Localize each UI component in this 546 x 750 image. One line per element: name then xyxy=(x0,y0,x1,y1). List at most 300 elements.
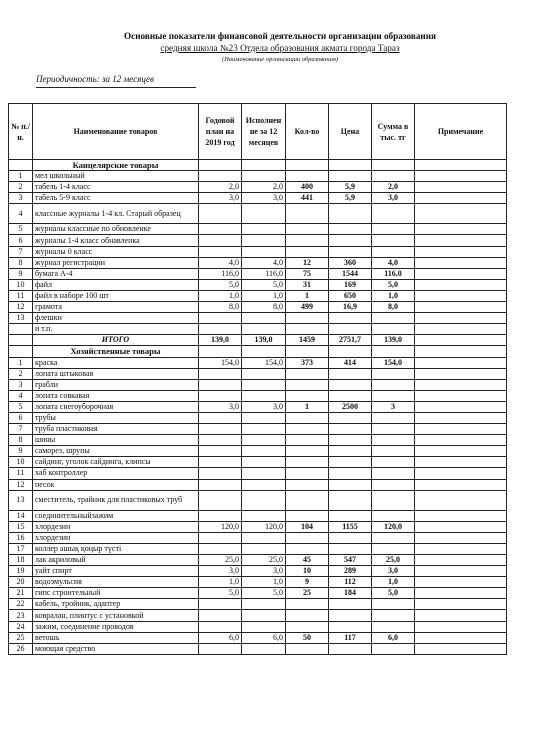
note-value xyxy=(415,643,507,654)
done-value xyxy=(242,457,286,468)
qty-value: 12 xyxy=(286,257,329,268)
item-name: краска xyxy=(33,357,199,368)
note-value xyxy=(415,621,507,632)
price-value: 547 xyxy=(329,555,372,566)
qty-value xyxy=(286,610,329,621)
row-number: 14 xyxy=(9,510,33,521)
row-number: 24 xyxy=(9,621,33,632)
price-value: 289 xyxy=(329,566,372,577)
price-value: 650 xyxy=(329,290,372,301)
item-name: журналы 1-4 класс обнавленка xyxy=(33,235,199,246)
organization-name: средняя школа №23 Отдела образования акмата города Тараз xyxy=(160,43,400,53)
row-number: 11 xyxy=(9,290,33,301)
price-value: 16,9 xyxy=(329,302,372,313)
qty-value: 75 xyxy=(286,268,329,279)
plan-value xyxy=(199,246,242,257)
row-number: 3 xyxy=(9,193,33,204)
plan-value: 4,0 xyxy=(199,257,242,268)
section-empty-cell xyxy=(329,160,372,171)
qty-value xyxy=(286,457,329,468)
price-value: 2500 xyxy=(329,401,372,412)
qty-value xyxy=(286,643,329,654)
total-sum: 139,0 xyxy=(372,335,415,346)
done-value xyxy=(242,390,286,401)
organization-caption: (Наименование организации образования) xyxy=(221,56,339,63)
note-value xyxy=(415,302,507,313)
table-row xyxy=(9,610,507,621)
row-number: 8 xyxy=(9,435,33,446)
table-row xyxy=(9,290,507,301)
row-number: 21 xyxy=(9,588,33,599)
sum-value xyxy=(372,643,415,654)
row-number: 15 xyxy=(9,521,33,532)
sum-value: 120,0 xyxy=(372,521,415,532)
item-name: хлордезин xyxy=(33,521,199,532)
price-value xyxy=(329,313,372,324)
sum-value xyxy=(372,532,415,543)
table-row xyxy=(9,390,507,401)
done-value: 6,0 xyxy=(242,632,286,643)
price-value xyxy=(329,424,372,435)
plan-value xyxy=(199,621,242,632)
table-row xyxy=(9,401,507,412)
note-value xyxy=(415,268,507,279)
col-header-plan: Годовой план на 2019 год xyxy=(199,104,242,160)
row-number: 4 xyxy=(9,204,33,224)
price-value: 112 xyxy=(329,577,372,588)
table-row xyxy=(9,479,507,490)
price-value xyxy=(329,446,372,457)
note-value xyxy=(415,224,507,235)
col-header-num: № п./н. xyxy=(9,104,33,160)
sum-value xyxy=(372,390,415,401)
plan-value xyxy=(199,643,242,654)
price-value: 1544 xyxy=(329,268,372,279)
row-number: 8 xyxy=(9,257,33,268)
table-row xyxy=(9,412,507,423)
price-value xyxy=(329,379,372,390)
plan-value: 1,0 xyxy=(199,290,242,301)
sum-value xyxy=(372,446,415,457)
sum-value: 154,0 xyxy=(372,357,415,368)
done-value xyxy=(242,543,286,554)
plan-value xyxy=(199,510,242,521)
sum-value xyxy=(372,224,415,235)
price-value xyxy=(329,204,372,224)
item-name: лопата снегоуборочная xyxy=(33,401,199,412)
section-empty-cell xyxy=(329,346,372,357)
plan-value xyxy=(199,599,242,610)
plan-value xyxy=(199,532,242,543)
row-number: 19 xyxy=(9,566,33,577)
done-value xyxy=(242,621,286,632)
note-value xyxy=(415,257,507,268)
plan-value xyxy=(199,324,242,335)
item-name: шины xyxy=(33,435,199,446)
done-value: 3,0 xyxy=(242,566,286,577)
table-row xyxy=(9,313,507,324)
note-value xyxy=(415,446,507,457)
row-number: 26 xyxy=(9,643,33,654)
note-value xyxy=(415,566,507,577)
qty-value xyxy=(286,468,329,479)
note-value xyxy=(415,357,507,368)
qty-value xyxy=(286,446,329,457)
note-value xyxy=(415,521,507,532)
price-value: 169 xyxy=(329,279,372,290)
note-value xyxy=(415,532,507,543)
table-header-row xyxy=(9,104,507,160)
done-value: 3,0 xyxy=(242,193,286,204)
sum-value: 3,0 xyxy=(372,566,415,577)
col-header-done: Исполнен не за 12 месяцев xyxy=(242,104,286,160)
done-value xyxy=(242,412,286,423)
plan-value: 116,0 xyxy=(199,268,242,279)
item-name: файл xyxy=(33,279,199,290)
row-number: 17 xyxy=(9,543,33,554)
row-number: 3 xyxy=(9,379,33,390)
item-name: ветошь xyxy=(33,632,199,643)
price-value xyxy=(329,610,372,621)
item-name: файл в наборе 100 шт xyxy=(33,290,199,301)
plan-value xyxy=(199,379,242,390)
note-value xyxy=(415,555,507,566)
table-row xyxy=(9,235,507,246)
col-header-price: Цена xyxy=(329,104,372,160)
price-value xyxy=(329,412,372,423)
item-name: и т.п. xyxy=(33,324,199,335)
table-row xyxy=(9,588,507,599)
price-value: 117 xyxy=(329,632,372,643)
plan-value xyxy=(199,610,242,621)
done-value xyxy=(242,610,286,621)
plan-value xyxy=(199,543,242,554)
sum-value xyxy=(372,324,415,335)
sum-value xyxy=(372,368,415,379)
qty-value: 499 xyxy=(286,302,329,313)
qty-value: 9 xyxy=(286,577,329,588)
note-value xyxy=(415,457,507,468)
price-value: 1155 xyxy=(329,521,372,532)
done-value xyxy=(242,379,286,390)
item-name: классные журналы 1-4 кл. Старый образец xyxy=(33,204,199,224)
section-empty-cell xyxy=(372,160,415,171)
note-value xyxy=(415,182,507,193)
done-value: 5,0 xyxy=(242,279,286,290)
row-number: 12 xyxy=(9,302,33,313)
note-value xyxy=(415,543,507,554)
table-row xyxy=(9,543,507,554)
sum-value: 25,0 xyxy=(372,555,415,566)
price-value xyxy=(329,435,372,446)
table-row xyxy=(9,424,507,435)
price-value xyxy=(329,621,372,632)
done-value: 1,0 xyxy=(242,290,286,301)
done-value xyxy=(242,246,286,257)
table-row xyxy=(9,555,507,566)
plan-value: 3,0 xyxy=(199,193,242,204)
item-name: флешки xyxy=(33,313,199,324)
item-name: мел школьный xyxy=(33,171,199,182)
table-row xyxy=(9,643,507,654)
table-row xyxy=(9,468,507,479)
section-empty-cell xyxy=(242,346,286,357)
sum-value: 3 xyxy=(372,401,415,412)
row-number: 5 xyxy=(9,224,33,235)
note-value xyxy=(415,246,507,257)
sum-value: 6,0 xyxy=(372,632,415,643)
plan-value: 6,0 xyxy=(199,632,242,643)
qty-value xyxy=(286,412,329,423)
table-row xyxy=(9,577,507,588)
qty-value: 373 xyxy=(286,357,329,368)
sum-value: 5,0 xyxy=(372,279,415,290)
sum-value: 2,0 xyxy=(372,182,415,193)
sum-value: 3,0 xyxy=(372,193,415,204)
done-value: 8,0 xyxy=(242,302,286,313)
price-value xyxy=(329,390,372,401)
section-header-row xyxy=(9,160,507,171)
row-number: 6 xyxy=(9,412,33,423)
done-value xyxy=(242,490,286,510)
table-row xyxy=(9,357,507,368)
plan-value: 1,0 xyxy=(199,577,242,588)
total-done: 139,0 xyxy=(242,335,286,346)
price-value xyxy=(329,510,372,521)
price-value xyxy=(329,224,372,235)
row-number: 18 xyxy=(9,555,33,566)
item-name: журналы классные по обновленке xyxy=(33,224,199,235)
period-label: Периодичность: за 12 месяцев xyxy=(36,74,154,84)
item-name: хлордезин xyxy=(33,532,199,543)
section-num-cell xyxy=(9,346,33,357)
qty-value: 104 xyxy=(286,521,329,532)
done-value: 116,0 xyxy=(242,268,286,279)
plan-value xyxy=(199,479,242,490)
note-value xyxy=(415,279,507,290)
done-value: 120,0 xyxy=(242,521,286,532)
qty-value xyxy=(286,479,329,490)
qty-value xyxy=(286,379,329,390)
table-row xyxy=(9,268,507,279)
plan-value: 2,0 xyxy=(199,182,242,193)
price-value xyxy=(329,543,372,554)
table-row xyxy=(9,171,507,182)
note-value xyxy=(415,324,507,335)
item-name: сместитель, трайник для пластиковых труб xyxy=(33,490,199,510)
item-name: сайдинг, уголок сайдинга, клипсы xyxy=(33,457,199,468)
done-value xyxy=(242,435,286,446)
table-row xyxy=(9,457,507,468)
table-row xyxy=(9,204,507,224)
plan-value xyxy=(199,424,242,435)
plan-value xyxy=(199,412,242,423)
note-value xyxy=(415,599,507,610)
plan-value xyxy=(199,490,242,510)
plan-value xyxy=(199,446,242,457)
qty-value xyxy=(286,599,329,610)
qty-value: 45 xyxy=(286,555,329,566)
plan-value: 5,0 xyxy=(199,588,242,599)
item-name: соединительныйзажим xyxy=(33,510,199,521)
item-name: грабли xyxy=(33,379,199,390)
qty-value xyxy=(286,532,329,543)
sum-value xyxy=(372,490,415,510)
item-name: грамота xyxy=(33,302,199,313)
done-value: 154,0 xyxy=(242,357,286,368)
price-value: 5,9 xyxy=(329,182,372,193)
row-number: 13 xyxy=(9,490,33,510)
plan-value xyxy=(199,204,242,224)
done-value: 3,0 xyxy=(242,401,286,412)
sum-value xyxy=(372,412,415,423)
qty-value: 441 xyxy=(286,193,329,204)
price-value xyxy=(329,490,372,510)
col-header-qty: Кол-во xyxy=(286,104,329,160)
table-row xyxy=(9,621,507,632)
sum-value xyxy=(372,171,415,182)
table-row xyxy=(9,182,507,193)
plan-value xyxy=(199,235,242,246)
col-header-sum: Сумма в тыс. тг xyxy=(372,104,415,160)
table-row xyxy=(9,257,507,268)
section-empty-cell xyxy=(415,346,507,357)
qty-value xyxy=(286,313,329,324)
item-name: лопата штыковая xyxy=(33,368,199,379)
item-name: уайт спирт xyxy=(33,566,199,577)
price-value: 360 xyxy=(329,257,372,268)
item-name: саморез, шрупы xyxy=(33,446,199,457)
price-value xyxy=(329,235,372,246)
row-number: 7 xyxy=(9,424,33,435)
done-value: 1,0 xyxy=(242,577,286,588)
item-name: труба пластиковая xyxy=(33,424,199,435)
price-value xyxy=(329,599,372,610)
price-value xyxy=(329,324,372,335)
item-name: трубы xyxy=(33,412,199,423)
table-row xyxy=(9,193,507,204)
row-number: 20 xyxy=(9,577,33,588)
done-value xyxy=(242,171,286,182)
item-name: кабель, тройник, адаптер xyxy=(33,599,199,610)
note-value xyxy=(415,479,507,490)
col-header-note: Примечание xyxy=(415,104,507,160)
sum-value xyxy=(372,479,415,490)
table-row xyxy=(9,379,507,390)
price-value xyxy=(329,246,372,257)
table-body xyxy=(9,160,507,655)
row-number: 2 xyxy=(9,368,33,379)
total-note xyxy=(415,335,507,346)
plan-value: 5,0 xyxy=(199,279,242,290)
price-value: 184 xyxy=(329,588,372,599)
row-number: 23 xyxy=(9,610,33,621)
sum-value xyxy=(372,313,415,324)
section-empty-cell xyxy=(199,346,242,357)
row-number: 12 xyxy=(9,479,33,490)
plan-value: 8,0 xyxy=(199,302,242,313)
section-title: Канцелярские товары xyxy=(33,160,199,171)
qty-value xyxy=(286,246,329,257)
item-name: моющая средство xyxy=(33,643,199,654)
period-underline xyxy=(36,87,196,88)
item-name: табель 1-4 класс xyxy=(33,182,199,193)
item-name: ковралан, плинтус с установкой xyxy=(33,610,199,621)
done-value xyxy=(242,204,286,224)
table-row xyxy=(9,599,507,610)
total-label: ИТОГО xyxy=(33,335,199,346)
row-number: 10 xyxy=(9,279,33,290)
done-value xyxy=(242,479,286,490)
price-value xyxy=(329,643,372,654)
table-row xyxy=(9,490,507,510)
item-name: гипс строительный xyxy=(33,588,199,599)
done-value xyxy=(242,224,286,235)
table-row xyxy=(9,521,507,532)
item-name: песок xyxy=(33,479,199,490)
sum-value xyxy=(372,610,415,621)
row-number: 25 xyxy=(9,632,33,643)
plan-value xyxy=(199,390,242,401)
row-number xyxy=(9,324,33,335)
note-value xyxy=(415,204,507,224)
note-value xyxy=(415,390,507,401)
item-name: бумага А-4 xyxy=(33,268,199,279)
row-number: 9 xyxy=(9,446,33,457)
note-value xyxy=(415,632,507,643)
qty-value xyxy=(286,490,329,510)
qty-value xyxy=(286,324,329,335)
row-number: 6 xyxy=(9,235,33,246)
section-empty-cell xyxy=(199,160,242,171)
qty-value: 1 xyxy=(286,290,329,301)
plan-value xyxy=(199,368,242,379)
plan-value xyxy=(199,171,242,182)
qty-value xyxy=(286,171,329,182)
sum-value xyxy=(372,621,415,632)
note-value xyxy=(415,313,507,324)
done-value: 4,0 xyxy=(242,257,286,268)
done-value xyxy=(242,468,286,479)
plan-value: 25,0 xyxy=(199,555,242,566)
price-value xyxy=(329,171,372,182)
row-number: 11 xyxy=(9,468,33,479)
sum-value xyxy=(372,599,415,610)
qty-value: 10 xyxy=(286,566,329,577)
note-value xyxy=(415,235,507,246)
qty-value xyxy=(286,368,329,379)
total-num-cell xyxy=(9,335,33,346)
plan-value xyxy=(199,435,242,446)
qty-value xyxy=(286,543,329,554)
table-row xyxy=(9,510,507,521)
done-value xyxy=(242,235,286,246)
sum-value: 8,0 xyxy=(372,302,415,313)
note-value xyxy=(415,468,507,479)
note-value xyxy=(415,435,507,446)
qty-value xyxy=(286,424,329,435)
table-row xyxy=(9,302,507,313)
qty-value xyxy=(286,390,329,401)
row-number: 1 xyxy=(9,171,33,182)
qty-value xyxy=(286,204,329,224)
qty-value xyxy=(286,510,329,521)
row-number: 13 xyxy=(9,313,33,324)
qty-value xyxy=(286,235,329,246)
plan-value xyxy=(199,224,242,235)
total-row xyxy=(9,335,507,346)
total-qty: 1459 xyxy=(286,335,329,346)
